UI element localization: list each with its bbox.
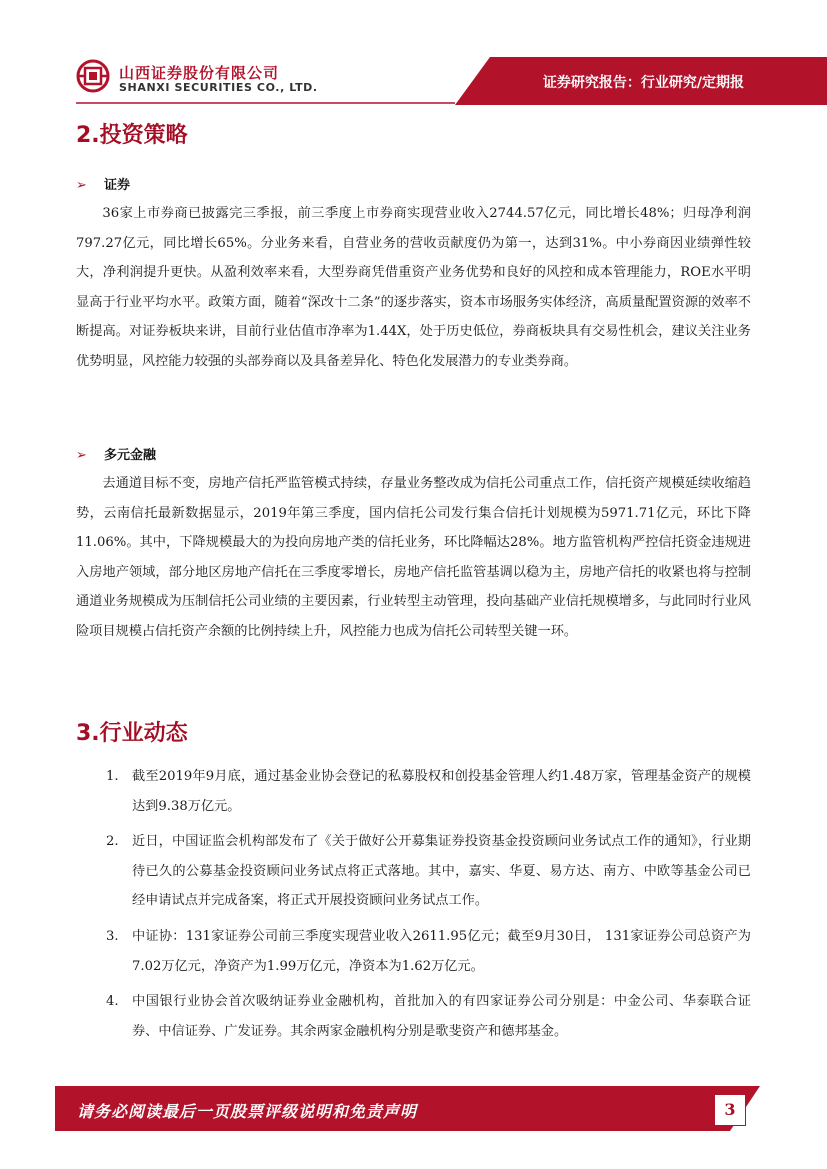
list-item: 3. 中证协：131家证券公司前三季度实现营业收入2611.95亿元；截至9月30日， 131家证券公司总资产为7.02万亿元，净资产为1.99万亿元，净资本为1.62万亿元。 [106,928,751,974]
industry-news-list [76,762,751,1052]
list-item: 1. 截至2019年9月底，通过基金业协会登记的私募股权和创投基金管理人约1.48万家，管理基金资产的规模达到9.38万亿元。 [106,769,751,814]
report-type-label: 证券研究报告：行业研究/定期报 [542,75,744,91]
company-logo-icon [76,59,110,93]
subsection-label: 证券 [104,178,131,193]
page-number: 3 [714,1094,746,1126]
arrow-bullet-icon: ➢ [76,178,87,193]
section-title-industry-news: 3.行业动态 [76,721,188,746]
arrow-bullet-icon: ➢ [76,448,87,463]
subsection-heading-securities [76,174,130,193]
list-item: 2. 近日，中国证监会机构部发布了《关于做好公开募集证券投资基金投资顾问业务试点工作的通知》，行业期待已久的公募基金投资顾问业务试点将正式落地。其中，嘉实、华夏、易方达、南方、中欧等基金公司已经申请试点并完成备案，将正式开展投资顾问业务试点工作。 [106,834,751,909]
paragraph-securities: 36家上市券商已披露完三季报，前三季度上市券商实现营业收入2744.57亿元，同比增长48%；归母净利润797.27亿元，同比增长65%。分业务来看，自营业务的营收贡献度仍为第一，达到31%。中小券商因业绩弹性较大，净利润提升更快。从盈利效率来看，大型券商凭借重资产业务优势和良好的风控和成本管理能力，ROE水平明显高于行业平均水平。政策方面，随着“深改十二条”的逐步落实，资本市场服务实体经济，高质量配置资源的效率不断提高。对证券板块来讲，目前行业估值市净率为1.44X，处于历史低位，券商板块具有交易性机会，建议关注业务优势明显，风控能力较强的头部券商以及具备差异化、特色化发展潜力的专业类券商。 [76,206,751,369]
subsection-heading-diversified-finance [76,444,156,463]
subsection-label: 多元金融 [104,448,157,463]
disclaimer-text: 请务必阅读最后一页股票评级说明和免责声明 [77,1102,418,1121]
list-item: 4. 中国银行业协会首次吸纳证券业金融机构，首批加入的有四家证券公司分别是：中金公司、华泰联合证券、中信证券、广发证券。其余两家金融机构分别是歌斐资产和德邦基金。 [106,994,751,1039]
section-title-strategy: 2.投资策略 [76,123,188,148]
page-header [0,0,827,105]
company-name-cn: 山西证券股份有限公司 [119,64,280,82]
paragraph-diversified-finance: 去通道目标不变，房地产信托严监管模式持续，存量业务整改成为信托公司重点工作，信托资产规模延续收缩趋势，云南信托最新数据显示，2019年第三季度，国内信托公司发行集合信托计划规模为5971.71亿元，环比下降11.06%。其中，下降规模最大的为投向房地产类的信托业务，环比降幅达28%。地方监管机构严控信托资金违规进入房地产领域，部分地区房地产信托在三季度零增长，房地产信托监管基调以稳为主，房地产信托的收紧也将与控制通道业务规模成为压制信托公司业绩的主要因素，行业转型主动管理，投向基础产业信托规模增多，与此同时行业风险项目规模占信托资产余额的比例持续上升，风控能力也成为信托公司转型关键一环。 [76,476,751,639]
company-name-en: SHANXI SECURITIES CO., LTD. [119,81,318,94]
